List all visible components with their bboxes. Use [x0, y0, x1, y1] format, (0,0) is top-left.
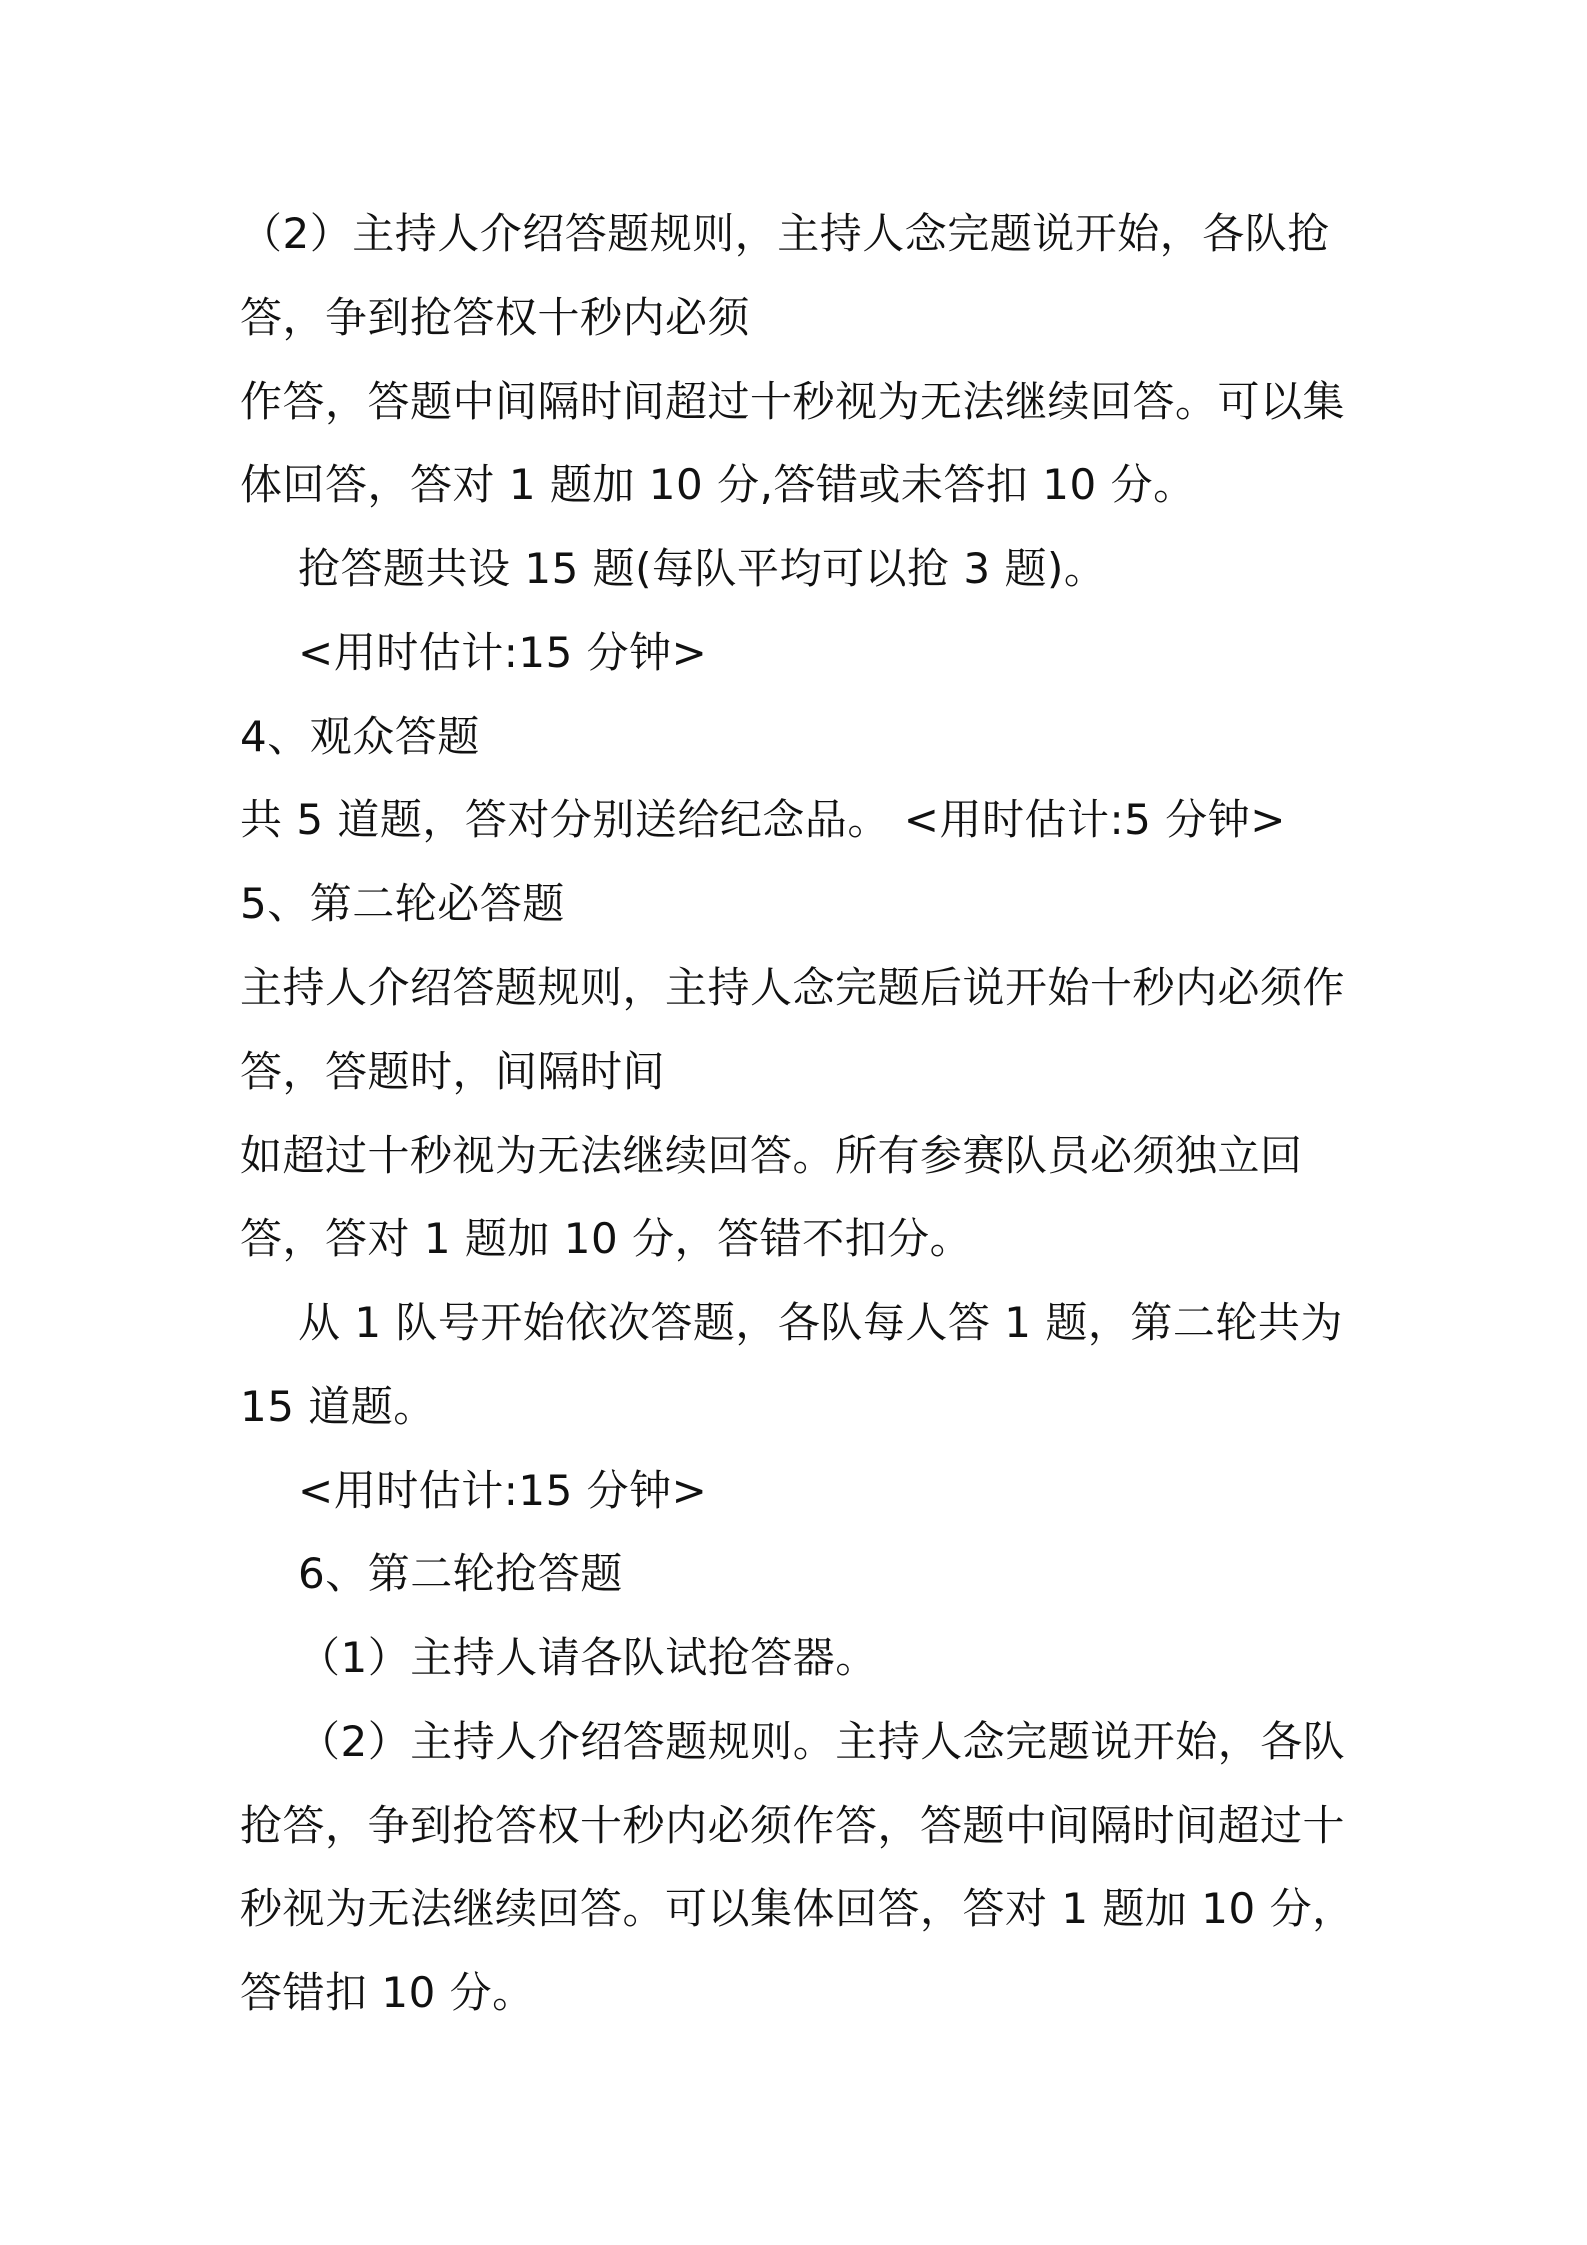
- paragraph-line: 15 道题。: [240, 1382, 436, 1431]
- section-heading: 6、第二轮抢答题: [298, 1549, 623, 1598]
- paragraph-line: 抢答，争到抢答权十秒内必须作答，答题中间隔时间超过十: [240, 1801, 1346, 1850]
- section-heading: 5、第二轮必答题: [240, 879, 565, 928]
- paragraph-line: 答错扣 10 分。: [240, 1968, 535, 2017]
- paragraph-line: 从 1 队号开始依次答题，各队每人答 1 题，第二轮共为: [298, 1298, 1343, 1347]
- paragraph-line: 作答，答题中间隔时间超过十秒视为无法继续回答。可以集: [240, 377, 1346, 426]
- paragraph-line: 答，答对 1 题加 10 分，答错不扣分。: [240, 1214, 973, 1263]
- paragraph-line: 体回答，答对 1 题加 10 分,答错或未答扣 10 分。: [240, 460, 1196, 509]
- time-estimate: <用时估计:15 分钟>: [298, 628, 708, 677]
- paragraph-line: （2）主持人介绍答题规则，主持人念完题说开始，各队抢: [240, 209, 1330, 258]
- paragraph-line: 答，答题时，间隔时间: [240, 1047, 666, 1096]
- paragraph-line: 主持人介绍答题规则，主持人念完题后说开始十秒内必须作: [240, 963, 1346, 1012]
- paragraph-line: 共 5 道题，答对分别送给纪念品。 <用时估计:5 分钟>: [240, 795, 1286, 844]
- paragraph-line: （2）主持人介绍答题规则。主持人念完题说开始，各队: [298, 1717, 1346, 1766]
- time-estimate: <用时估计:15 分钟>: [298, 1466, 708, 1515]
- paragraph-line: 答，争到抢答权十秒内必须: [240, 293, 751, 342]
- paragraph-line: （1）主持人请各队试抢答器。: [298, 1633, 878, 1682]
- paragraph-line: 抢答题共设 15 题(每队平均可以抢 3 题)。: [298, 544, 1107, 593]
- paragraph-line: 秒视为无法继续回答。可以集体回答，答对 1 题加 10 分，: [240, 1884, 1355, 1933]
- section-heading: 4、观众答题: [240, 712, 480, 761]
- paragraph-line: 如超过十秒视为无法继续回答。所有参赛队员必须独立回: [240, 1131, 1303, 1180]
